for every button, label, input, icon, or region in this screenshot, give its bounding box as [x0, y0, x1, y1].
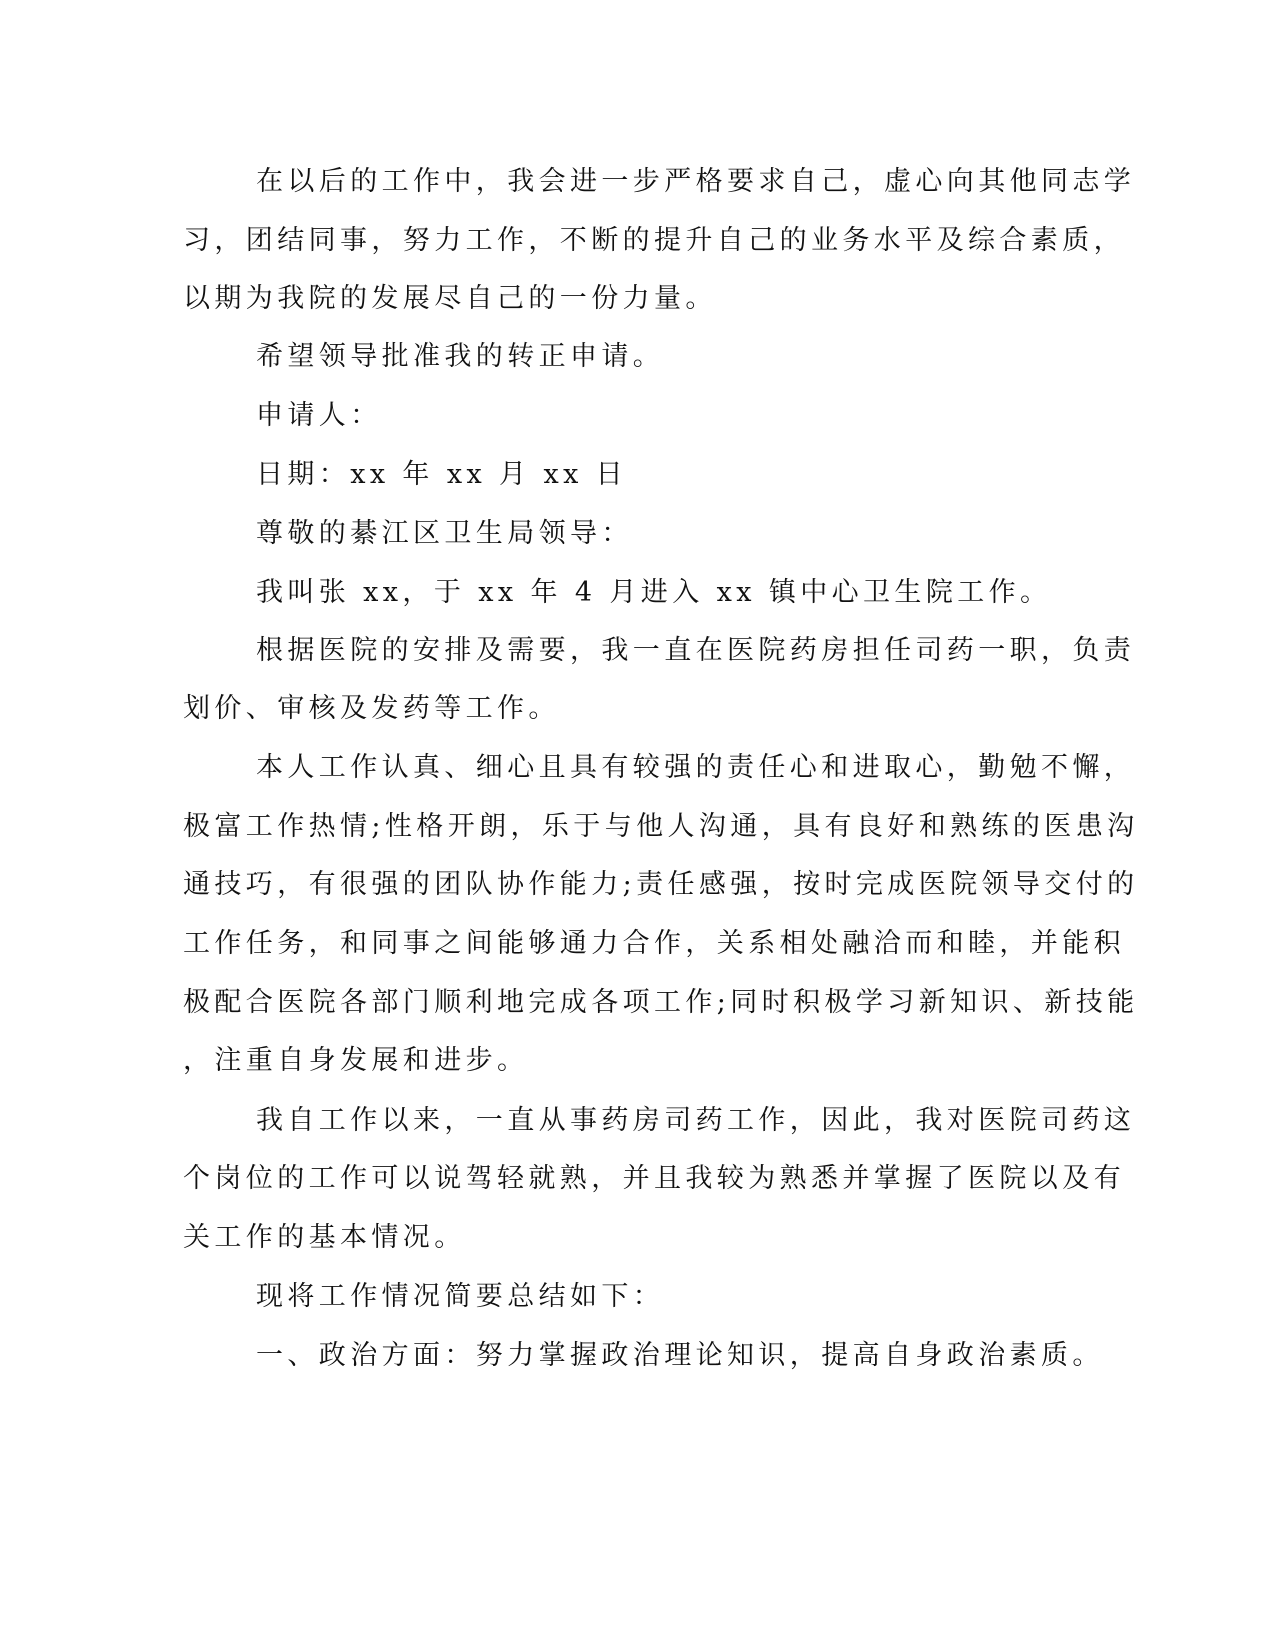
- text-line: 日期：xx 年 xx 月 xx 日: [256, 459, 628, 490]
- text-line: 划价、审核及发药等工作。: [183, 693, 560, 724]
- text-line: 以期为我院的发展尽自己的一份力量。: [183, 283, 717, 314]
- text-line: 工作任务，和同事之间能够通力合作，关系相处融洽而和睦，并能积: [183, 928, 1125, 959]
- text-line: 根据医院的安排及需要，我一直在医院药房担任司药一职，负责: [256, 635, 1136, 666]
- text-line: 本人工作认真、细心且具有较强的责任心和进取心，勤勉不懈，: [256, 752, 1136, 783]
- text-line: 尊敬的綦江区卫生局领导：: [256, 518, 633, 549]
- text-line: 个岗位的工作可以说驾轻就熟，并且我较为熟悉并掌握了医院以及有: [183, 1163, 1125, 1194]
- text-line: 通技巧，有很强的团队协作能力;责任感强，按时完成医院领导交付的: [183, 869, 1139, 900]
- text-line: 关工作的基本情况。: [183, 1222, 466, 1253]
- text-line: 希望领导批准我的转正申请。: [256, 341, 665, 372]
- text-line: 我叫张 xx，于 xx 年 4 月进入 xx 镇中心卫生院工作。: [256, 577, 1052, 608]
- text-line: 在以后的工作中，我会进一步严格要求自己，虚心向其他同志学: [256, 166, 1136, 197]
- text-line: 申请人：: [256, 400, 382, 431]
- text-line: 极富工作热情;性格开朗，乐于与他人沟通，具有良好和熟练的医患沟: [183, 811, 1139, 842]
- text-line: 极配合医院各部门顺利地完成各项工作;同时积极学习新知识、新技能: [183, 987, 1139, 1018]
- text-line: ，注重自身发展和进步。: [183, 1045, 529, 1076]
- text-line: 我自工作以来，一直从事药房司药工作，因此，我对医院司药这: [256, 1105, 1136, 1136]
- text-line: 现将工作情况简要总结如下：: [256, 1281, 665, 1312]
- text-line: 一、政治方面：努力掌握政治理论知识，提高自身政治素质。: [256, 1340, 1104, 1371]
- text-line: 习，团结同事，努力工作，不断的提升自己的业务水平及综合素质，: [183, 225, 1125, 256]
